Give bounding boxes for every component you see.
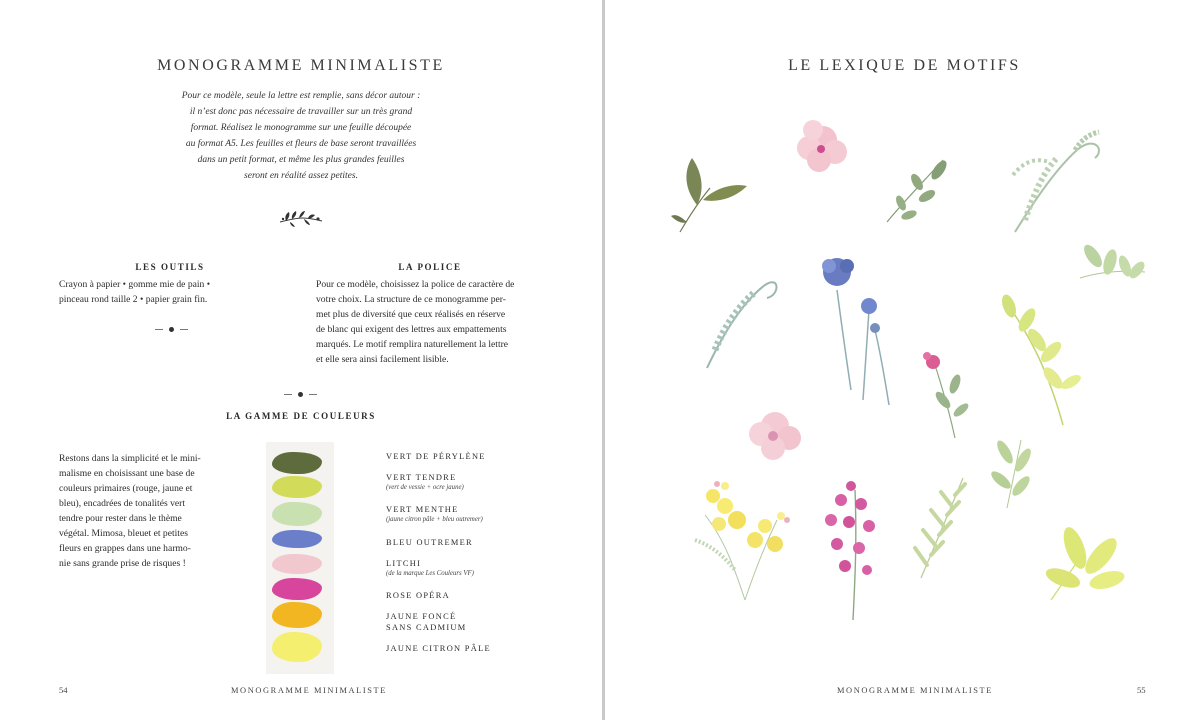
colors-line: Restons dans la simplicité et le mini- <box>59 453 201 464</box>
color-item <box>386 611 556 633</box>
page-number: 55 <box>1137 685 1146 695</box>
swatch-litchi <box>272 554 322 574</box>
color-name: VERT DE PÉRYLÈNE <box>386 452 486 461</box>
color-item <box>386 643 556 654</box>
colors-line: malisme en choisissant une base de <box>59 468 195 479</box>
watercolor-motifs-illustration <box>605 0 1204 720</box>
colors-line: bleu), encadrées de tonalités vert <box>59 498 185 509</box>
color-name: JAUNE FONCÉ <box>386 612 457 621</box>
font-text <box>316 277 556 367</box>
color-name: VERT MENTHE <box>386 505 459 514</box>
page-title: MONOGRAMME MINIMALISTE <box>157 57 445 74</box>
color-note: (jaune citron pâle + bleu outremer) <box>386 516 483 523</box>
color-name: LITCHI <box>386 559 422 568</box>
color-item <box>386 537 556 548</box>
intro-line: au format A5. Les feuilles et fleurs de base seront travaillées <box>185 139 417 149</box>
color-note: (vert de vessie + ocre jaune) <box>386 484 464 491</box>
tools-line: pinceau rond taille 2 • papier grain fin. <box>59 294 208 305</box>
color-swatch-panel <box>266 442 334 674</box>
fiddlehead-icon <box>707 282 777 368</box>
colors-line: tendre pour rester dans le thème <box>59 513 182 524</box>
page-number: 54 <box>59 685 68 695</box>
swatch-vert-perylene <box>272 452 322 474</box>
color-item <box>386 590 556 601</box>
swatch-jaune-citron <box>272 632 322 662</box>
intro-line: dans un petit format, et même les plus grandes feuilles <box>197 155 405 165</box>
clover-sprig-icon <box>923 352 970 438</box>
tools-heading: LES OUTILS <box>135 262 205 272</box>
color-note: (de la marque Les Couleurs VF) <box>386 570 474 577</box>
color-item <box>386 451 556 462</box>
section-divider <box>284 392 317 397</box>
colors-line: fleurs en grappes dans une harmo- <box>59 543 191 554</box>
running-head: MONOGRAMME MINIMALISTE <box>837 686 993 695</box>
swatch-vert-menthe <box>272 502 322 526</box>
tools-text <box>59 277 299 307</box>
olive-leaf-sprig-icon <box>671 158 747 232</box>
color-item <box>386 504 556 525</box>
color-name: ROSE OPÉRA <box>386 591 450 600</box>
intro-line: il n’est donc pas nécessaire de travailler sur un très grand <box>189 107 413 117</box>
running-head: MONOGRAMME MINIMALISTE <box>231 686 387 695</box>
font-line: de blanc qui exigent des lettres aux empattements <box>316 324 507 335</box>
swatch-jaune-fonce <box>272 602 322 628</box>
pink-flower-cluster-icon <box>825 481 875 620</box>
font-line: marqués. Le motif remplira naturellement la lettre <box>316 339 509 350</box>
green-leaf-icon <box>1080 242 1147 281</box>
colors-line: nie sans grande prise de risques ! <box>59 558 186 569</box>
section-divider <box>155 327 188 332</box>
color-name: VERT TENDRE <box>386 473 457 482</box>
pink-flower-icon <box>749 412 801 460</box>
font-heading: LA POLICE <box>398 262 462 272</box>
yellow-leaf-icon <box>1043 524 1126 600</box>
sage-branch-icon <box>887 158 949 222</box>
intro-line: seront en réalité assez petites. <box>244 171 358 181</box>
font-line: et elle sera ainsi facilement lisible. <box>316 354 449 365</box>
color-item <box>386 558 556 579</box>
colors-heading: LA GAMME DE COULEURS <box>226 411 376 421</box>
mimosa-icon <box>695 481 790 600</box>
fern-frond-icon <box>915 478 965 578</box>
color-item <box>386 472 556 493</box>
swatch-vert-tendre <box>272 476 322 498</box>
pink-flower-icon <box>797 120 847 172</box>
font-line: met plus de diversité que ceux réalisés en réserve <box>316 309 506 320</box>
color-name: BLEU OUTREMER <box>386 538 473 547</box>
right-page <box>605 0 1204 720</box>
intro-line: format. Réalisez le monogramme sur une feuille découpée <box>190 123 412 133</box>
fern-fiddlehead-icon <box>1013 132 1099 232</box>
color-name: JAUNE CITRON PÂLE <box>386 644 491 653</box>
swatch-bleu-outremer <box>272 530 322 548</box>
floral-ornament-icon <box>278 206 324 230</box>
font-line: Pour ce modèle, choisissez la police de caractère de <box>316 279 515 290</box>
font-line: votre choix. La structure de ce monogramme per- <box>316 294 507 305</box>
colors-line: végétal. Mimosa, bleuet et petites <box>59 528 188 539</box>
green-leaf-cluster-icon <box>989 438 1034 508</box>
tools-line: Crayon à papier • gomme mie de pain • <box>59 279 211 290</box>
intro-line: Pour ce modèle, seule la lettre est remplie, sans décor autour : <box>181 91 421 101</box>
page-title: LE LEXIQUE DE MOTIFS <box>788 57 1021 74</box>
colors-text <box>59 451 219 571</box>
swatch-rose-opera <box>272 578 322 600</box>
intro-paragraph <box>151 88 451 184</box>
color-name: SANS CADMIUM <box>386 623 467 632</box>
yellow-green-sprig-icon <box>999 293 1083 425</box>
colors-line: couleurs primaires (rouge, jaune et <box>59 483 193 494</box>
cornflower-icon <box>822 258 889 405</box>
